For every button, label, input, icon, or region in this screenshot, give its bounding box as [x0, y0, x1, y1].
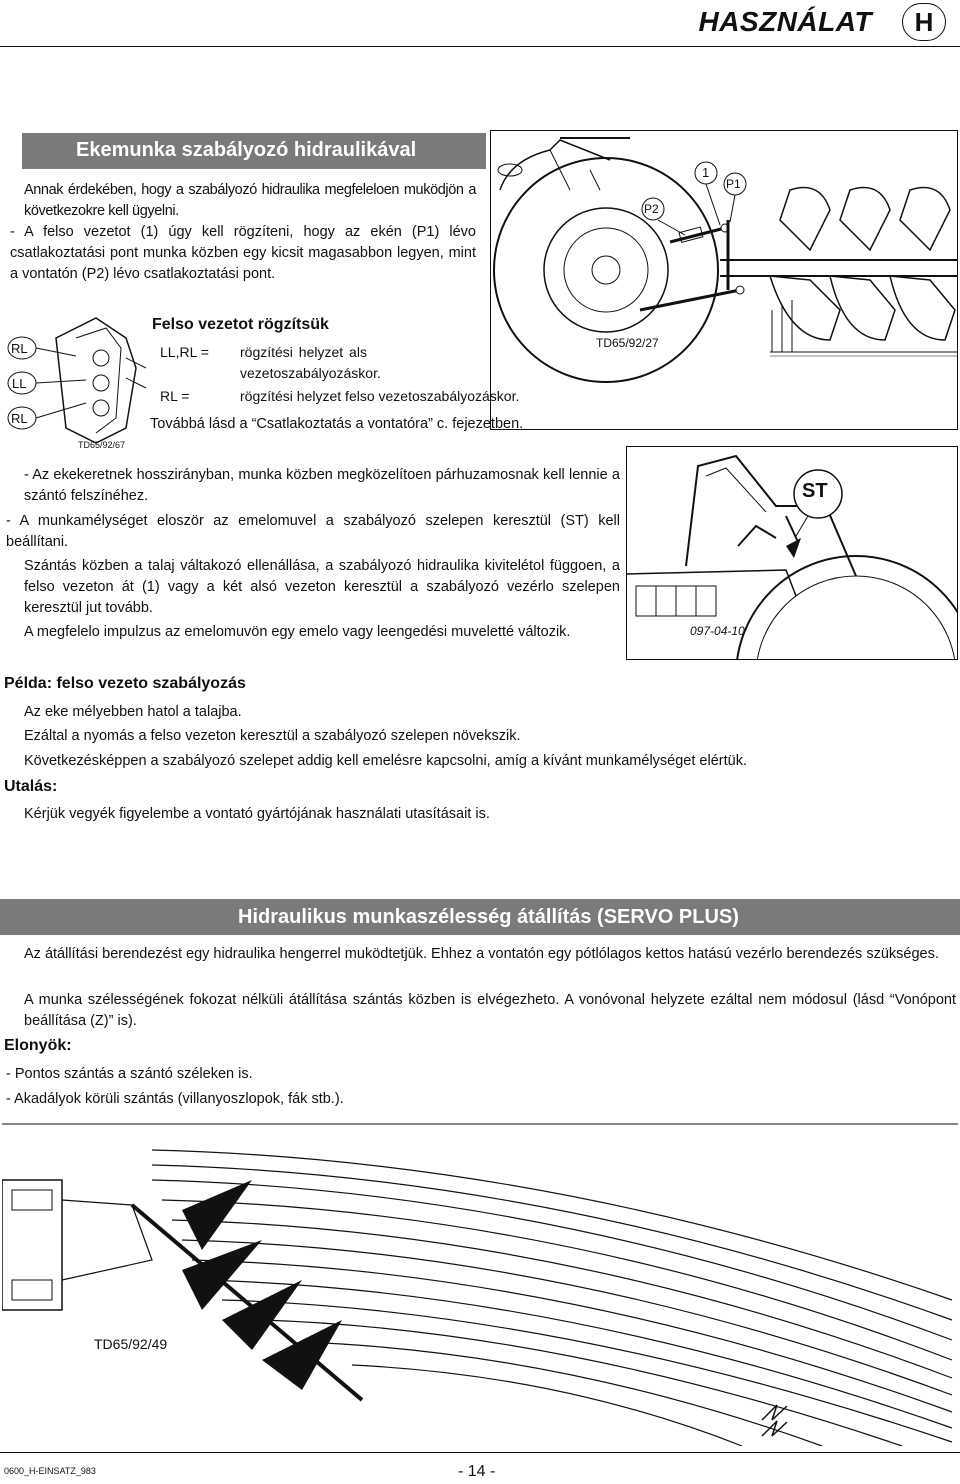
section2-heading: Hidraulikus munkaszélesség átállítás (SERVO PLUS) — [238, 906, 739, 928]
servo-para-2: A munka szélességének fokozat nélküli átállítása szántás közben is elvégezheto. A vonóvonal helyzete ezáltal nem módosul (lásd “Vonópont beállítása (Z)” is). — [24, 992, 956, 1029]
label-st: ST — [802, 480, 828, 502]
tractor-cab-diagram — [626, 446, 958, 660]
tractor-cab-svg — [626, 446, 958, 660]
note-heading: Utalás: — [4, 778, 58, 795]
advantage-2: - Akadályok körüli szántás (villanyoszlopok, fák stb.). — [6, 1091, 344, 1107]
para-soil-resistance: Szántás közben a talaj váltakozó ellenállása, a szabályozó hidraulika kivitelétol függoen, a felso vezeton át (1) vagy a két alsó vezeton keresztül a szabályozó vezérlo szelepen keresztül jut tovább. — [24, 558, 620, 616]
para-frame-parallel: - Az ekekeretnek hosszirányban, munka közben megközelítoen párhuzamosnak kell lennie a szántó felszínéhez. — [24, 467, 620, 504]
label-ll: LL — [12, 376, 27, 391]
header-rule — [0, 46, 960, 47]
fix-see-text: Továbbá lásd a “Csatlakoztatás a vontatóra” c. fejezetben. — [150, 416, 524, 432]
footer-doc-code: 0600_H-EINSATZ_983 — [4, 1466, 96, 1476]
section-letter-badge: H — [902, 3, 946, 41]
section-heading: Ekemunka szabályozó hidraulikával — [76, 139, 417, 161]
label-rl-bottom: RL — [11, 411, 28, 426]
plough-diagram-svg — [490, 130, 958, 430]
fix-rl-key: RL = — [160, 388, 190, 404]
servo-para-1: Az átállítási berendezést egy hidraulika hengerrel muködtetjük. Ehhez a vontatón egy pótlólagos kettos hatású vezérlo berendezés szükséges. — [24, 946, 939, 962]
mount-diagram-svg — [6, 308, 148, 454]
fix-ll-key: LL,RL = — [160, 344, 209, 360]
label-p1: P1 — [726, 177, 741, 191]
footer-rule — [0, 1452, 960, 1453]
field-plough-svg — [2, 1120, 958, 1446]
para-impulse: A megfelelo impulzus az emelomuvön egy emelo vagy leengedési muveletté változik. — [24, 624, 571, 640]
example-heading: Példa: felso vezeto szabályozás — [4, 675, 246, 692]
advantage-1: - Pontos szántás a szántó széleken is. — [6, 1066, 253, 1082]
figure-code-mount: TD65/92/67 — [78, 440, 126, 450]
fix-ll-text: rögzítési helyzet als vezetoszabályozáskor. — [240, 344, 381, 381]
intro-text: Annak érdekében, hogy a szabályozó hidraulika megfeleloen muködjön a következokre kell ügyelni. — [24, 182, 476, 219]
figure-code-field: TD65/92/49 — [94, 1336, 168, 1352]
field-plough-diagram — [2, 1120, 958, 1446]
bullet-top-link: - A felso vezetot (1) úgy kell rögzíteni, hogy az ekén (P1) lévo csatlakoztatási pont munka közben egy kicsit magasabbon legyen, mint a vontatón (P2) lévo csatlakoztatási pont. — [10, 224, 476, 282]
label-rl-top: RL — [11, 341, 28, 356]
footer-page-number: - 14 - — [458, 1463, 496, 1480]
section2-heading-bar — [0, 899, 960, 935]
fix-rl-text: rögzítési helyzet felso vezetoszabályozáskor. — [240, 388, 520, 404]
para-working-depth: - A munkamélységet eloször az emelomuvel a szabályozó szelepen keresztül (ST) kell beállítani. — [6, 513, 620, 550]
figure-code-plough: TD65/92/27 — [596, 336, 659, 350]
example-line-3: Következésképpen a szabályozó szelepet addig kell emelésre kapcsolni, amíg a kívánt munkamélységet elértük. — [24, 753, 747, 769]
page-section-title: HASZNÁLAT — [698, 6, 872, 37]
section-heading-bar — [22, 133, 486, 169]
label-top-link-1: 1 — [702, 165, 710, 180]
advantages-heading: Elonyök: — [4, 1037, 72, 1054]
example-line-2: Ezáltal a nyomás a felso vezeton keresztül a szabályozó szelepen növekszik. — [24, 728, 521, 744]
label-p2: P2 — [644, 202, 659, 216]
fix-heading: Felso vezetot rögzítsük — [152, 316, 329, 333]
figure-code-tractor: 097-04-10 — [690, 624, 745, 638]
example-line-1: Az eke mélyebben hatol a talajba. — [24, 704, 242, 720]
top-link-mount-diagram — [6, 308, 148, 454]
plough-diagram — [490, 130, 958, 430]
note-text: Kérjük vegyék figyelembe a vontató gyártójának használati utasításait is. — [24, 806, 490, 822]
